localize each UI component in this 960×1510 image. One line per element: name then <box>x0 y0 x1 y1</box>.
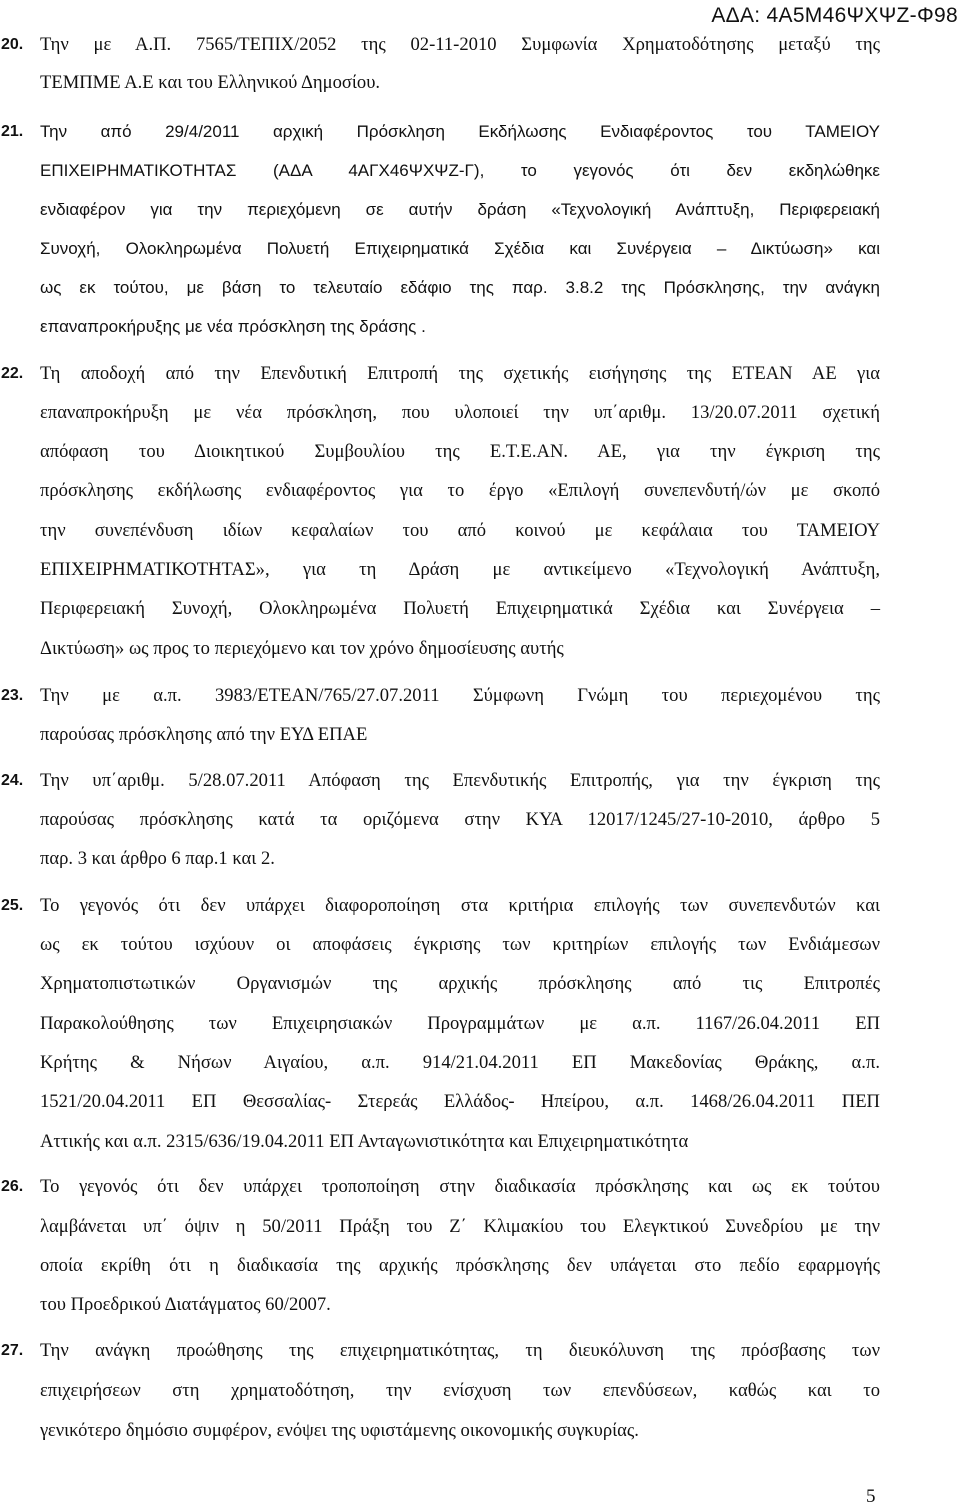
item-line: Την υπ΄αριθμ. 5/28.07.2011 Απόφαση της Επενδυτικής Επιτροπής, για την έγκριση της <box>40 770 880 791</box>
item-line: οποία εκρίθη ότι η διαδικασία της αρχικής πρόσκλησης δεν υπάγεται στο πεδίο εφαρμογής <box>40 1255 880 1276</box>
item-number: 20. <box>1 36 24 53</box>
item-line: Κρήτης & Νήσων Αιγαίου, α.π. 914/21.04.2011 ΕΠ Μακεδονίας Θράκης, α.π. <box>40 1052 880 1073</box>
item-line: Συνοχή, Ολοκληρωμένα Πολυετή Επιχειρηματικά Σχέδια και Συνέργεια – Δικτύωση» και <box>40 239 880 258</box>
item-line: του Προεδρικού Διατάγματος 60/2007. <box>40 1294 331 1315</box>
item-line: επιχειρήσεων στη χρηματοδότηση, την ενίσχυση των επενδύσεων, καθώς και το <box>40 1380 880 1401</box>
item-line: ενδιαφέρον για την περιεχόμενη σε αυτήν δράση «Τεχνολογική Ανάπτυξη, Περιφερειακή <box>40 200 880 219</box>
item-number: 23. <box>1 687 24 704</box>
item-line: Την με α.π. 3983/ΕΤΕΑΝ/765/27.07.2011 Σύμφωνη Γνώμη του περιεχομένου της <box>40 685 880 706</box>
item-number: 27. <box>1 1342 24 1359</box>
item-line: ΕΠΙΧΕΙΡΗΜΑΤΙΚΟΤΗΤΑΣ», για τη Δράση με αντικείμενο «Τεχνολογική Ανάπτυξη, <box>40 559 880 580</box>
item-line: γενικότερο δημόσιο συμφέρον, ενόψει της υφιστάμενης οικονομικής συγκυρίας. <box>40 1420 639 1441</box>
item-line: παρ. 3 και άρθρο 6 παρ.1 και 2. <box>40 848 275 869</box>
item-line: Δικτύωση» ως προς το περιεχόμενο και τον χρόνο δημοσίευσης αυτής <box>40 638 564 659</box>
item-line: Περιφερειακή Συνοχή, Ολοκληρωμένα Πολυετή Επιχειρηματικά Σχέδια και Συνέργεια – <box>40 598 880 619</box>
ada-code-header: ΑΔΑ: 4Α5Μ46ΨΧΨΖ-Φ98 <box>711 4 958 27</box>
item-line: ΕΠΙΧΕΙΡΗΜΑΤΙΚΟΤΗΤΑΣ (ΑΔΑ 4ΑΓΧ46ΨΧΨΖ-Γ), το γεγονός ότι δεν εκδηλώθηκε <box>40 161 880 180</box>
item-line: Παρακολούθησης των Επιχειρησιακών Προγραμμάτων με α.π. 1167/26.04.2011 ΕΠ <box>40 1013 880 1034</box>
item-line: ως εκ τούτου, με βάση το τελευταίο εδάφιο της παρ. 3.8.2 της Πρόσκλησης, την ανάγκη <box>40 278 880 297</box>
item-line: Το γεγονός ότι δεν υπάρχει διαφοροποίηση στα κριτήρια επιλογής των συνεπενδυτών και <box>40 895 880 916</box>
item-line: Την με Α.Π. 7565/ΤΕΠΙΧ/2052 της 02-11-2010 Συμφωνία Χρηματοδότησης μεταξύ της <box>40 34 880 55</box>
item-line: επαναπροκήρυξη με νέα πρόσκληση, που υλοποιεί την υπ΄αριθμ. 13/20.07.2011 σχετική <box>40 402 880 423</box>
item-number: 24. <box>1 772 24 789</box>
item-line: παρούσας πρόσκλησης κατά τα οριζόμενα στην ΚΥΑ 12017/1245/27-10-2010, άρθρο 5 <box>40 809 880 830</box>
item-line: Την από 29/4/2011 αρχική Πρόσκληση Εκδήλωσης Ενδιαφέροντος του ΤΑΜΕΙΟΥ <box>40 122 880 141</box>
item-line: την συνεπένδυση ιδίων κεφαλαίων του από κοινού με κεφάλαια του ΤΑΜΕΙΟΥ <box>40 520 880 541</box>
item-line: Το γεγονός ότι δεν υπάρχει τροποποίηση στην διαδικασία πρόσκλησης και ως εκ τούτου <box>40 1176 880 1197</box>
page-number: 5 <box>866 1486 876 1507</box>
item-line: Χρηματοπιστωτικών Οργανισμών της αρχικής πρόσκλησης από τις Επιτροπές <box>40 973 880 994</box>
item-number: 25. <box>1 897 24 914</box>
item-line: απόφαση του Διοικητικού Συμβουλίου της Ε.Τ.Ε.ΑΝ. ΑΕ, για την έγκριση της <box>40 441 880 462</box>
item-line: 1521/20.04.2011 ΕΠ Θεσσαλίας- Στερεάς Ελλάδος- Ηπείρου, α.π. 1468/26.04.2011 ΠΕΠ <box>40 1091 880 1112</box>
item-line: ως εκ τούτου ισχύουν οι αποφάσεις έγκρισης των κριτηρίων επιλογής των Ενδιάμεσων <box>40 934 880 955</box>
item-line: παρούσας πρόσκλησης από την ΕΥΔ ΕΠΑΕ <box>40 724 368 745</box>
item-number: 22. <box>1 365 24 382</box>
item-line: Τη αποδοχή από την Επενδυτική Επιτροπή της σχετικής εισήγησης της ΕΤΕΑΝ ΑΕ για <box>40 363 880 384</box>
item-line: ΤΕΜΠΜΕ Α.Ε και του Ελληνικού Δημοσίου. <box>40 72 381 93</box>
item-line: επαναπροκήρυξης με νέα πρόσκληση της δράσης . <box>40 317 426 336</box>
item-line: λαμβάνεται υπ΄ όψιν η 50/2011 Πράξη του Ζ΄ Κλιμακίου του Ελεγκτικού Συνεδρίου με την <box>40 1216 880 1237</box>
item-line: Αττικής και α.π. 2315/636/19.04.2011 ΕΠ Ανταγωνιστικότητα και Επιχειρηματικότητα <box>40 1131 689 1152</box>
item-number: 21. <box>1 123 24 140</box>
item-line: Την ανάγκη προώθησης της επιχειρηματικότητας, τη διευκόλυνση της πρόσβασης των <box>40 1340 880 1361</box>
item-line: πρόσκλησης εκδήλωσης ενδιαφέροντος για το έργο «Επιλογή συνεπενδυτή/ών με σκοπό <box>40 480 880 501</box>
item-number: 26. <box>1 1178 24 1195</box>
